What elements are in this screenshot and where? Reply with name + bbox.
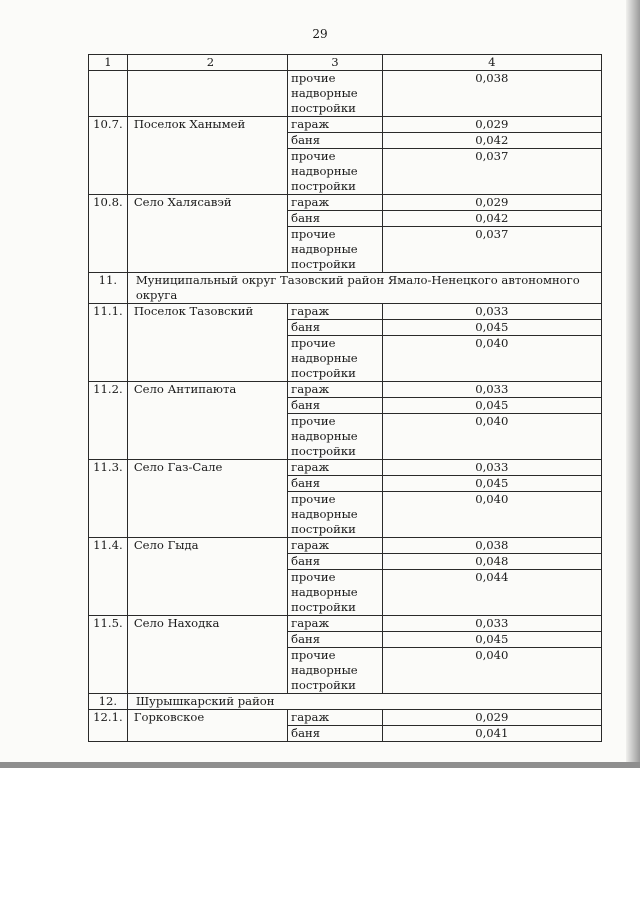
building-type: прочие надворные постройки (288, 492, 383, 538)
table-row (89, 710, 602, 726)
section-row (89, 694, 602, 710)
settlement-name: Горковское (127, 710, 287, 742)
rate-value: 0,029 (382, 195, 601, 211)
table-row (89, 382, 602, 398)
settlement-name: Село Находка (127, 616, 287, 694)
section-row (89, 273, 602, 304)
header-row (89, 55, 602, 71)
building-type: гараж (288, 195, 383, 211)
table-row-continued (89, 71, 602, 117)
rate-value: 0,038 (382, 538, 601, 554)
building-type: прочие надворные постройки (288, 648, 383, 694)
table-row (89, 117, 602, 133)
rates-table (88, 54, 602, 742)
table-row (89, 195, 602, 211)
settlement-name: Поселок Ханымей (127, 117, 287, 195)
building-type: баня (288, 320, 383, 336)
rate-value: 0,029 (382, 710, 601, 726)
rate-value: 0,033 (382, 304, 601, 320)
building-type: прочие надворные постройки (288, 336, 383, 382)
rate-value: 0,042 (382, 211, 601, 227)
building-type: гараж (288, 460, 383, 476)
rate-value: 0,045 (382, 476, 601, 492)
section-number: 12. (89, 694, 128, 710)
building-type: гараж (288, 117, 383, 133)
row-number: 11.2. (89, 382, 128, 460)
building-type: прочие надворные постройки (288, 71, 383, 117)
row-number: 10.8. (89, 195, 128, 273)
rate-value: 0,038 (382, 71, 601, 117)
row-number: 11.3. (89, 460, 128, 538)
rate-value: 0,048 (382, 554, 601, 570)
header-col-1: 1 (89, 55, 128, 71)
rate-value: 0,045 (382, 320, 601, 336)
row-number: 11.4. (89, 538, 128, 616)
header-col-4: 4 (382, 55, 601, 71)
rate-value: 0,040 (382, 336, 601, 382)
rate-value: 0,037 (382, 227, 601, 273)
settlement-name: Поселок Тазовский (127, 304, 287, 382)
table-row (89, 538, 602, 554)
row-number: 11.1. (89, 304, 128, 382)
rate-value: 0,033 (382, 616, 601, 632)
settlement-name: Село Антипаюта (127, 382, 287, 460)
rate-value: 0,040 (382, 648, 601, 694)
rate-value: 0,042 (382, 133, 601, 149)
building-type: баня (288, 211, 383, 227)
building-type: гараж (288, 616, 383, 632)
building-type: баня (288, 398, 383, 414)
section-title: Шурышкарский район (127, 694, 601, 710)
building-type: баня (288, 554, 383, 570)
rate-value: 0,033 (382, 382, 601, 398)
building-type: гараж (288, 304, 383, 320)
section-number: 11. (89, 273, 128, 304)
settlement-name: Село Гыда (127, 538, 287, 616)
building-type: прочие надворные постройки (288, 149, 383, 195)
rate-value: 0,045 (382, 398, 601, 414)
header-col-3: 3 (288, 55, 383, 71)
rate-value: 0,041 (382, 726, 601, 742)
rate-value: 0,040 (382, 492, 601, 538)
rate-value: 0,044 (382, 570, 601, 616)
building-type: гараж (288, 710, 383, 726)
header-col-2: 2 (127, 55, 287, 71)
building-type: гараж (288, 538, 383, 554)
table-row (89, 616, 602, 632)
row-number: 11.5. (89, 616, 128, 694)
rate-value: 0,029 (382, 117, 601, 133)
row-number: 12.1. (89, 710, 128, 742)
building-type: баня (288, 632, 383, 648)
rate-value: 0,037 (382, 149, 601, 195)
rate-value: 0,040 (382, 414, 601, 460)
page-number: 29 (312, 27, 328, 41)
building-type: баня (288, 476, 383, 492)
building-type: прочие надворные постройки (288, 570, 383, 616)
table-row (89, 460, 602, 476)
building-type: гараж (288, 382, 383, 398)
building-type: баня (288, 726, 383, 742)
settlement-name: Село Халясавэй (127, 195, 287, 273)
building-type: прочие надворные постройки (288, 414, 383, 460)
row-number: 10.7. (89, 117, 128, 195)
building-type: прочие надворные постройки (288, 227, 383, 273)
table-row (89, 304, 602, 320)
rate-value: 0,045 (382, 632, 601, 648)
rate-value: 0,033 (382, 460, 601, 476)
settlement-name: Село Газ-Сале (127, 460, 287, 538)
building-type: баня (288, 133, 383, 149)
section-title: Муниципальный округ Тазовский район Ямало-Ненецкого автономного округа (127, 273, 601, 304)
